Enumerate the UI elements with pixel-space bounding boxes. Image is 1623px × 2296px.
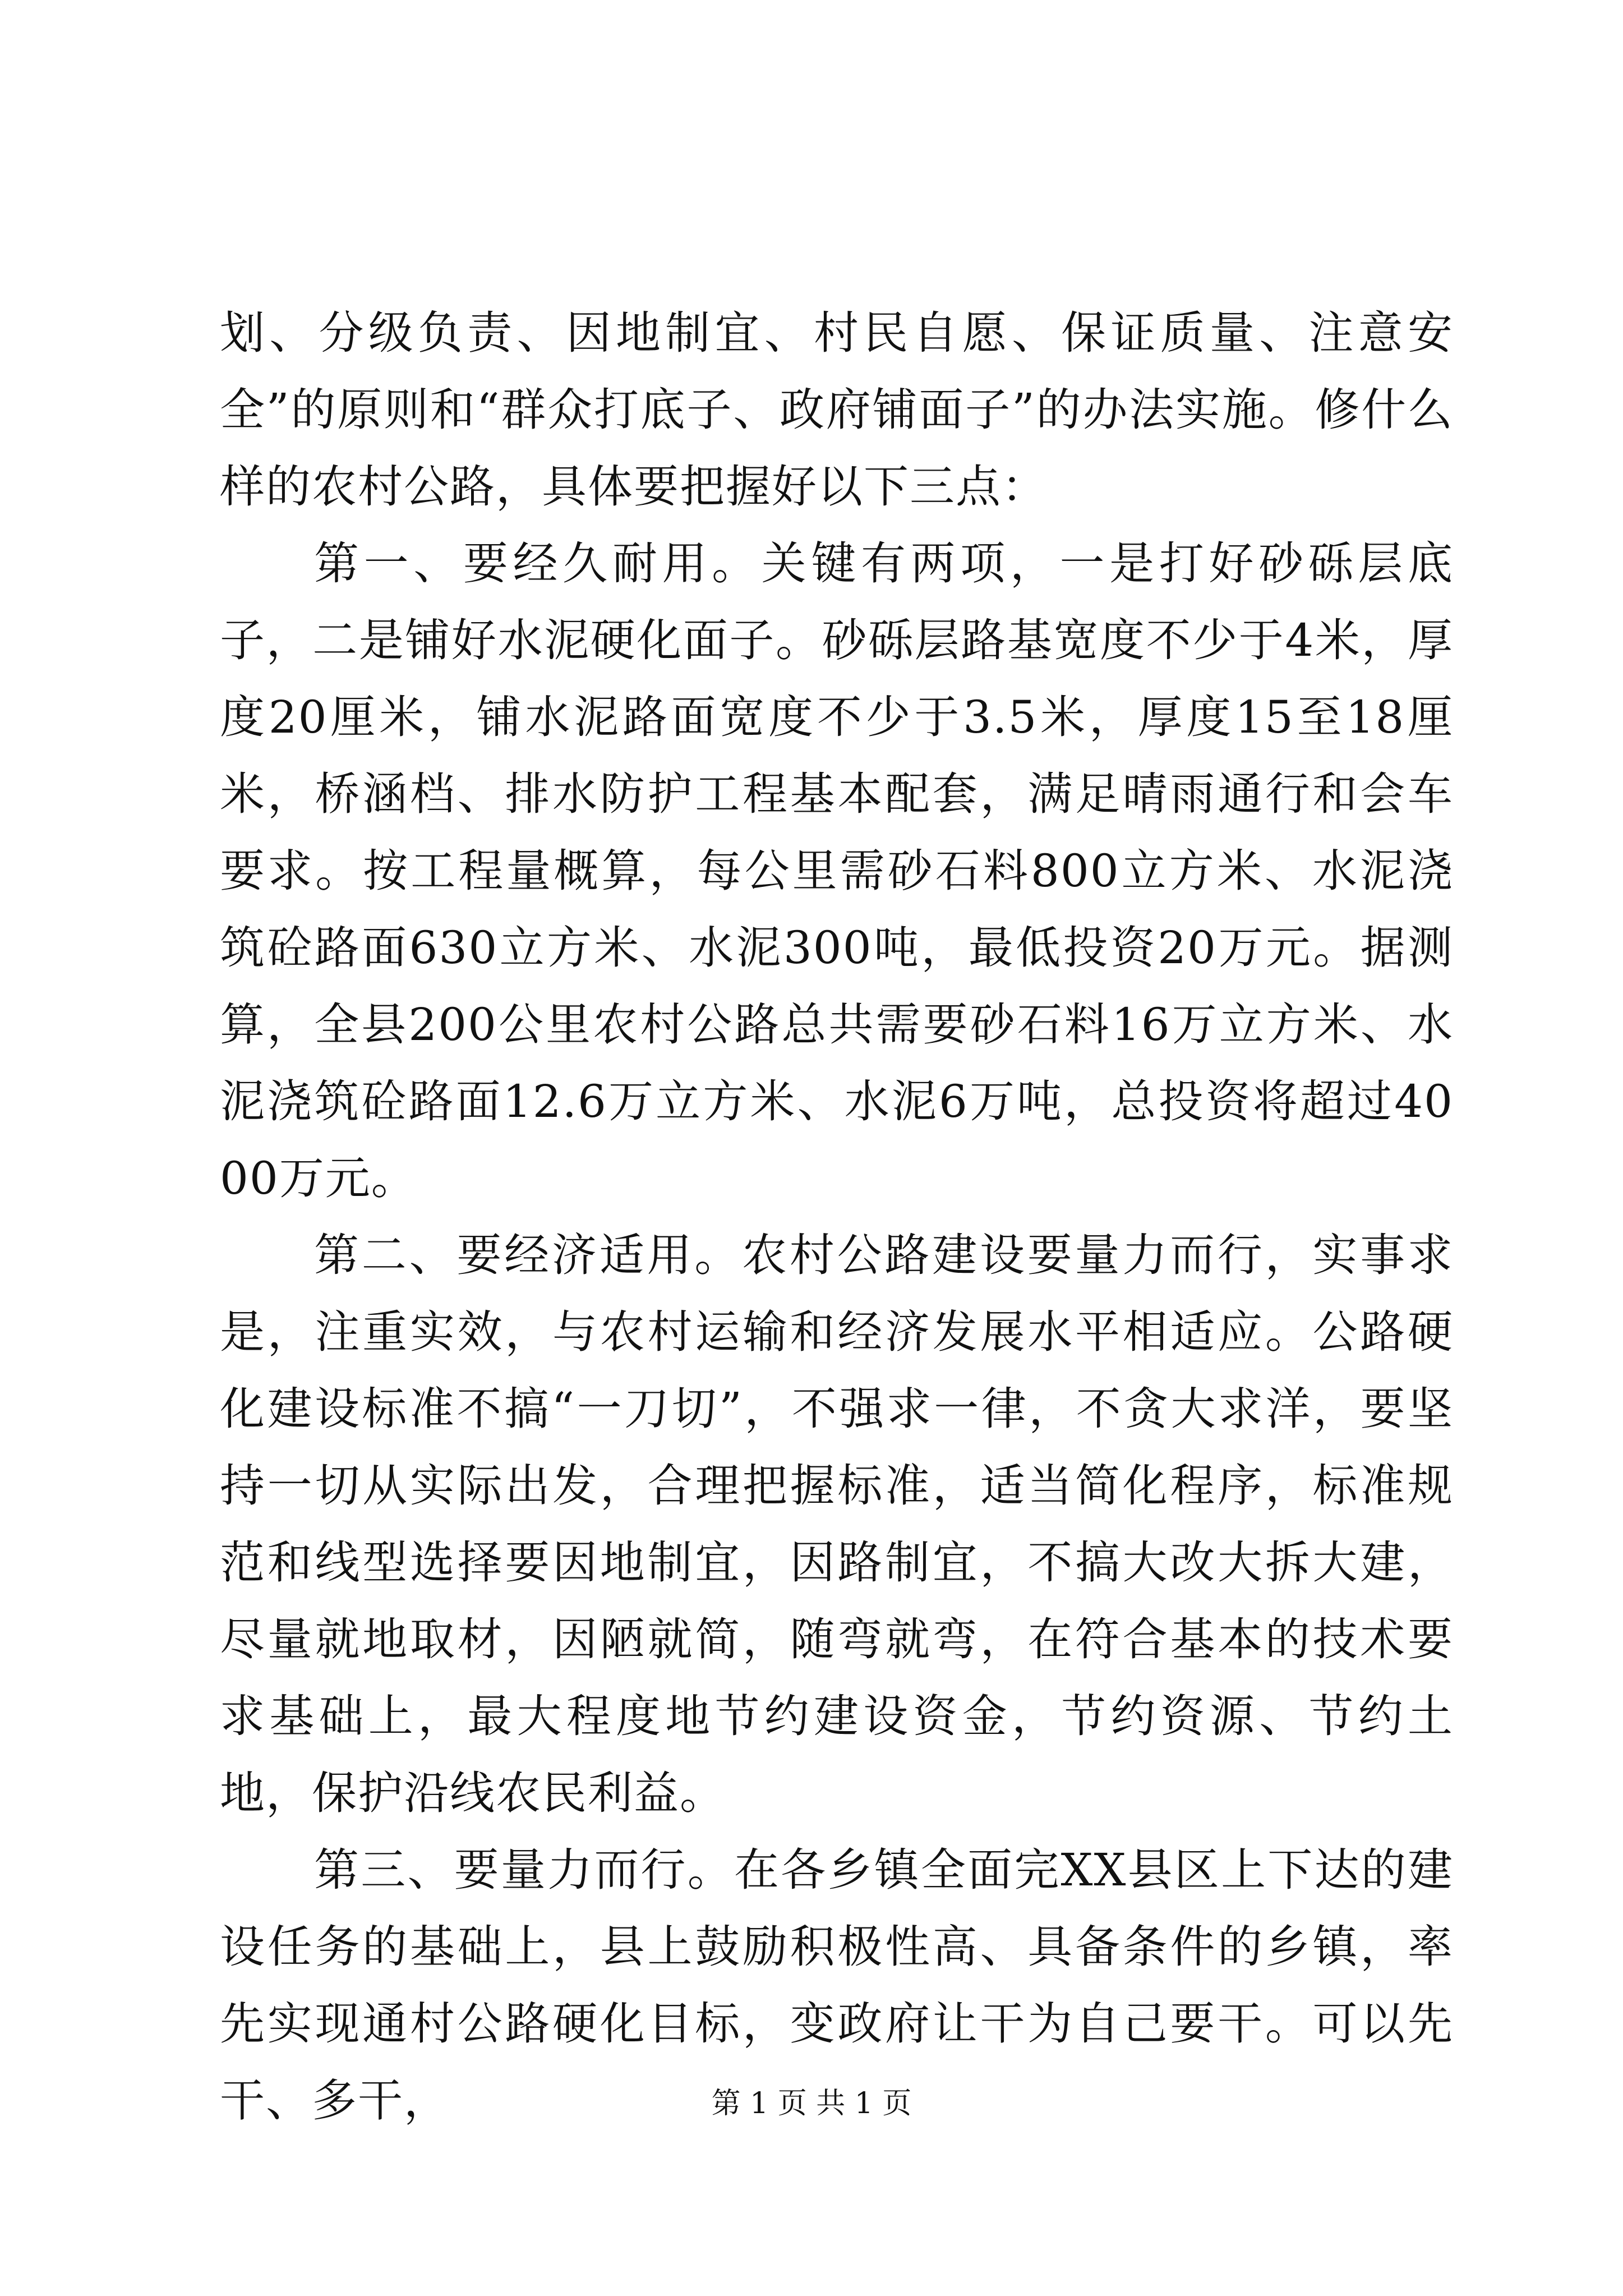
paragraph-second-point: 第二、要经济适用。农村公路建设要量力而行，实事求是，注重实效，与农村运输和经济发展水平相适应。公路硬化建设标准不搞“一刀切”，不强求一律，不贪大求洋，要坚持一切从实际出发，合理把握标准，适当简化程序，标准规范和线型选择要因地制宜，因路制宜，不搞大改大拆大建，尽量就地取材，因陋就简，随弯就弯，在符合基本的技术要求基础上，最大程度地节约建设资金，节约资源、节约土地，保护沿线农民利益。 [220,1229,1454,1819]
paragraph-first-point: 第一、要经久耐用。关键有两项，一是打好砂砾层底子，二是铺好水泥硬化面子。砂砾层路基宽度不少于4米，厚度20厘米，铺水泥路面宽度不少于3.5米，厚度15至18厘米，桥涵档、排水防护工程基本配套，满足晴雨通行和会车要求。按工程量概算，每公里需砂石料800立方米、水泥浇筑砼路面630立方米、水泥300吨，最低投资20万元。据测算，全县200公里农村公路总共需要砂石料16万立方米、水泥浇筑砼路面12.6万立方米、水泥6万吨，总投资将超过4000万元。 [220,537,1454,1204]
document-body [220,295,1454,2139]
paragraph-third-point: 第三、要量力而行。在各乡镇全面完XX县区上下达的建设任务的基础上，县上鼓励积极性高、具备条件的乡镇，率先实现通村公路硬化目标，变政府让干为自己要干。可以先干、多干， [220,1844,1454,2127]
paragraph-continuation: 划、分级负责、因地制宜、村民自愿、保证质量、注意安全”的原则和“群众打底子、政府铺面子”的办法实施。修什么样的农村公路，具体要把握好以下三点： [220,307,1454,513]
page-footer: 第 1 页 共 1 页 [711,2087,912,2120]
